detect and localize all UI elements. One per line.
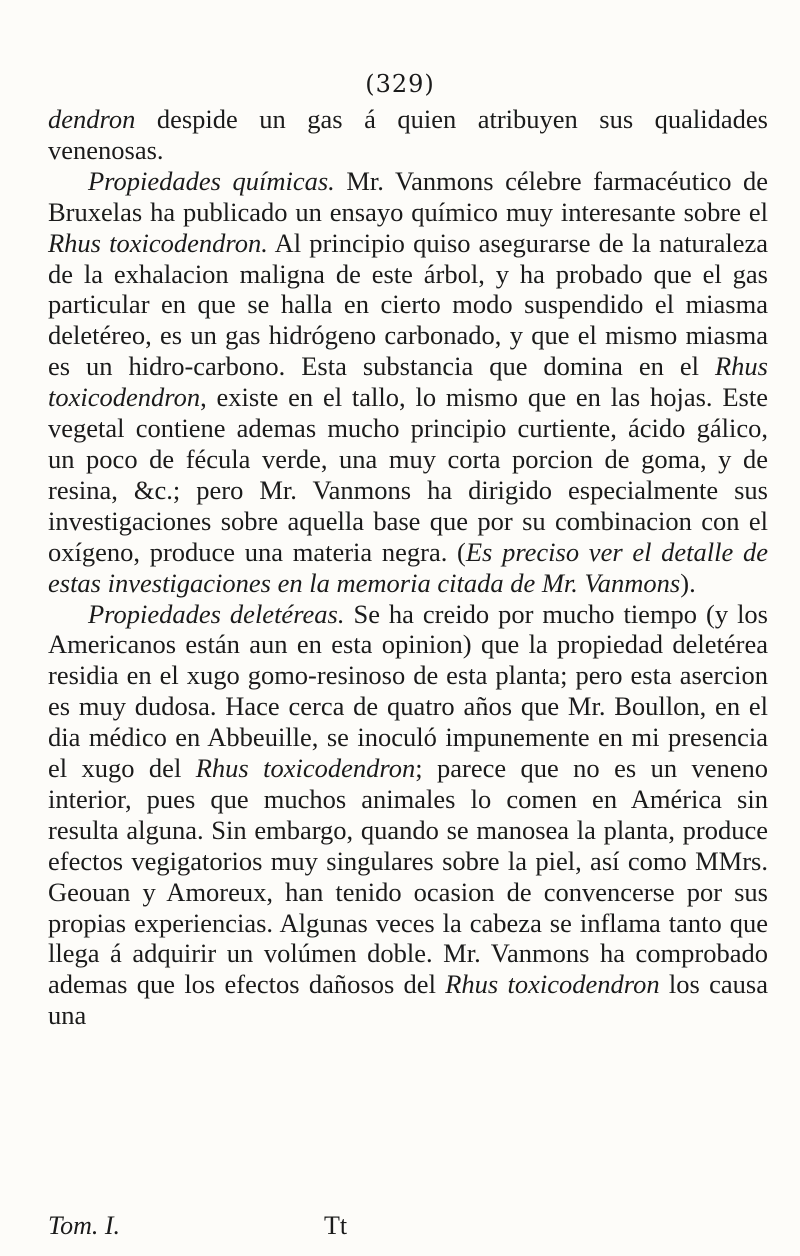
volume-label: Tom. I. xyxy=(48,1211,121,1240)
text-run: ). xyxy=(680,567,696,598)
page-number: (329) xyxy=(365,70,435,98)
paragraph xyxy=(48,104,768,166)
text-run: despide un gas á quien atribuyen sus qualidades venenosas. xyxy=(48,104,768,165)
text-run: ; parece que no es un veneno interior, pues que muchos animales lo comen en América sin resulta alguna. Sin embargo, quando se manosea la planta, produce efectos vegigatorios muy singulares sobre la piel, así como MMrs. Geouan y Amoreux, han tenido ocasion de convencerse por sus propias experiencias. Algunas veces la cabeza se inflama tanto que llega á adquirir un volúmen doble. Mr. Vanmons ha comprobado ademas que los efectos dañosos del xyxy=(48,753,768,1000)
text-run: Al principio quiso asegurarse de la naturaleza de la exhalacion maligna de este árbol, y ha probado que el gas particular en que se halla en cierto modo suspendido el miasma deletéreo, es un gas hidrógeno carbonado, y que el mismo miasma es un hidro-carbono. Esta substancia que domina en el xyxy=(48,227,768,382)
body-text xyxy=(48,104,768,1031)
text-run: los causa una xyxy=(48,969,768,1031)
italic-text-run: Rhus toxicodendron xyxy=(195,753,416,784)
signature-mark: Tt xyxy=(324,1211,348,1240)
paragraph xyxy=(48,166,768,599)
text-run: , existe en el tallo, lo mismo que en las hojas. Este vegetal contiene ademas mucho principio curtiente, ácido gálico, un poco de fécula verde, una muy corta porcion de goma, y de resina, &c.; pero Mr. Vanmons ha dirigido especialmente sus investigaciones sobre aquella base que por su combinacion con el oxígeno, produce una materia negra. ( xyxy=(48,382,768,567)
italic-text-run: Rhus toxicodendron. xyxy=(48,227,268,258)
italic-text-run: Propiedades deletéreas. xyxy=(88,598,345,629)
italic-text-run: Rhus toxicodendron xyxy=(48,351,768,413)
italic-text-run: dendron xyxy=(48,104,136,134)
text-run: Se ha creido por mucho tiempo (y los Americanos están aun en esta opinion) que la propiedad deletérea residia en el xugo gomo-resinoso de esta planta; pero esta asercion es muy dudosa. Hace cerca de quatro años que Mr. Boullon, en el dia médico en Abbeuille, se inoculó impunemente en mi presencia el xugo del xyxy=(48,598,768,784)
text-run: Mr. Vanmons célebre farmacéutico de Bruxelas ha publicado un ensayo químico muy interesante sobre el xyxy=(48,165,768,227)
italic-text-run: Rhus toxicodendron xyxy=(445,969,660,1000)
italic-text-run: Es preciso ver el detalle de estas investigaciones en la memoria citada de Mr. Vanmons xyxy=(48,536,768,598)
paragraph xyxy=(48,599,768,1032)
italic-text-run: Propiedades químicas. xyxy=(88,165,335,196)
